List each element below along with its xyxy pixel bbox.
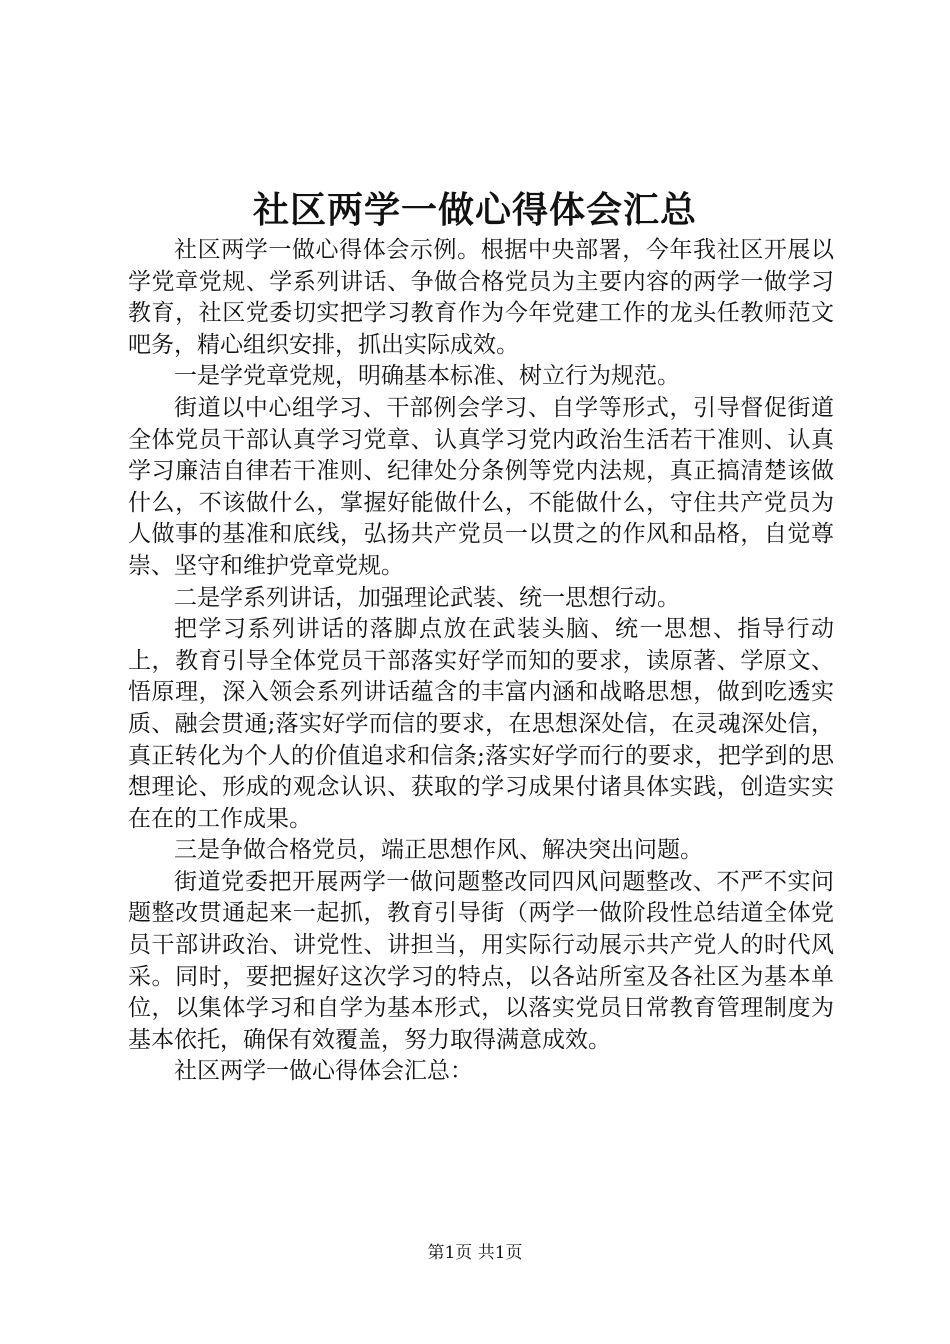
paragraph-heading-2: 二是学系列讲话，加强理论武装、统一思想行动。 xyxy=(174,584,680,611)
page-footer: 第1页 共1页 xyxy=(427,1243,523,1263)
paragraph-section-1: 街道以中心组学习、干部例会学习、自学等形式，引导督促街道全体党员干部认真学习党章、认真学习党内政治生活若干准则、认真学习廉洁自律若干准则、纪律处分条例等党内法规，真正搞清楚该做什么，不该做什么，掌握好能做什么，不能做什么，守住共产党员为人做事的基准和底线，弘扬共产党员一以贯之的作风和品格，自觉尊崇、坚守和维护党章党规。 xyxy=(128,394,834,579)
paragraph-heading-3: 三是争做合格党员，端正思想作风、解决突出问题。 xyxy=(174,837,703,864)
paragraph-section-2: 把学习系列讲话的落脚点放在武装头脑、统一思想、指导行动上，教育引导全体党员干部落实好学而知的要求，读原著、学原文、悟原理，深入领会系列讲话蕴含的丰富内涵和战略思想，做到吃透实质、融会贯通;落实好学而信的要求，在思想深处信，在灵魂深处信，真正转化为个人的价值追求和信条;落实好学而行的要求，把学到的思想理论、形成的观念认识、获取的学习成果付诸具体实践，创造实实在在的工作成果。 xyxy=(128,616,834,832)
paragraph-closing: 社区两学一做心得体会汇总： xyxy=(174,1058,473,1085)
paragraph-heading-1: 一是学党章党规，明确基本标准、树立行为规范。 xyxy=(174,363,680,390)
paragraph-section-3: 街道党委把开展两学一做问题整改同四风问题整改、不严不实问题整改贯通起来一起抓，教育引导街（两学一做阶段性总结道全体党员干部讲政治、讲党性、讲担当，用实际行动展示共产党人的时代风采。同时，要把握好这次学习的特点，以各站所室及各社区为基本单位，以集体学习和自学为基本形式，以落实党员日常教育管理制度为基本依托，确保有效覆盖，努力取得满意成效。 xyxy=(128,868,834,1053)
paragraph-intro: 社区两学一做心得体会示例。根据中央部署，今年我社区开展以学党章党规、学系列讲话、争做合格党员为主要内容的两学一做学习教育，社区党委切实把学习教育作为今年党建工作的龙头任教师范文吧务，精心组织安排，抓出实际成效。 xyxy=(128,237,834,358)
document-title: 社区两学一做心得体会汇总 xyxy=(252,189,697,231)
document-body xyxy=(128,235,834,1088)
